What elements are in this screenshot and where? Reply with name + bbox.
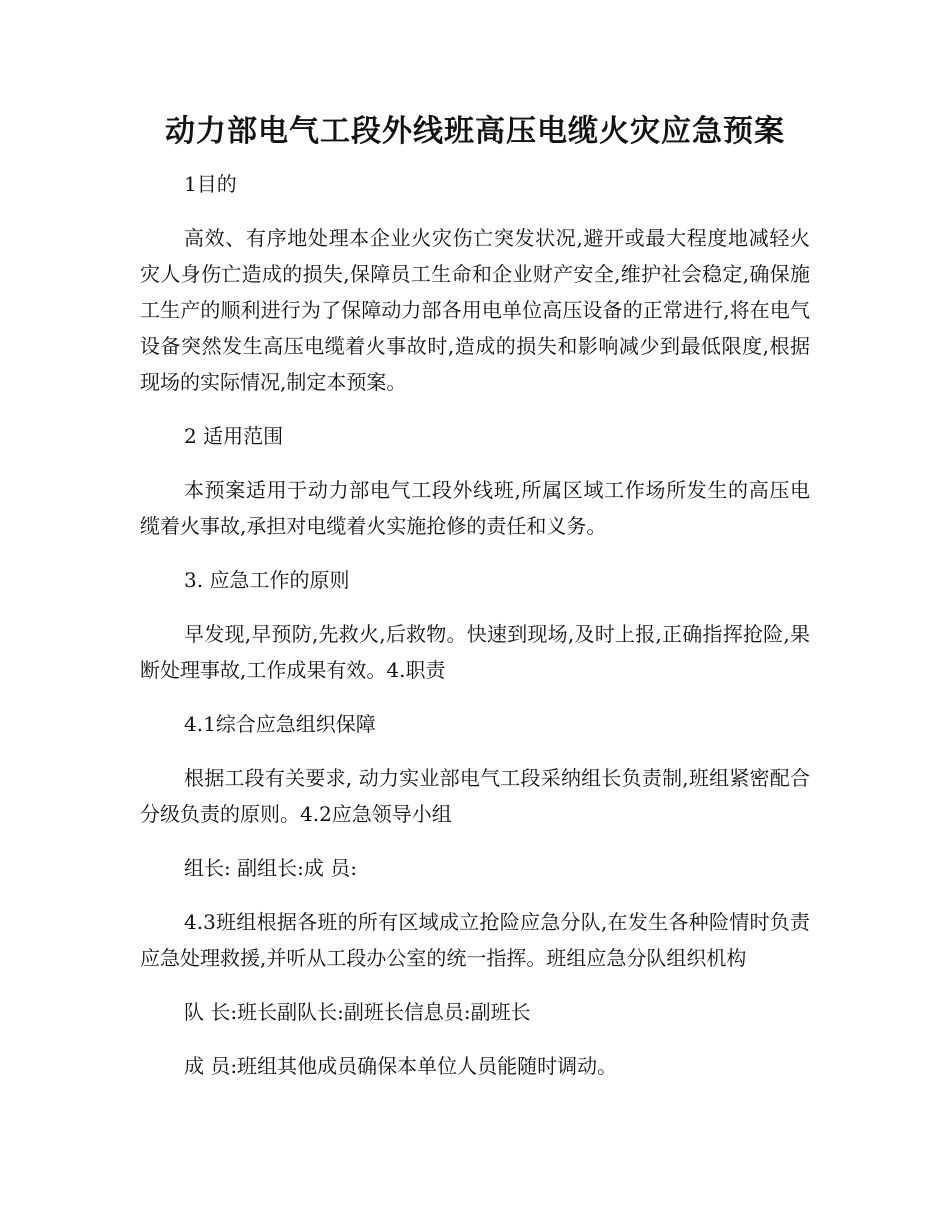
document-title: 动力部电气工段外线班高压电缆火灾应急预案 xyxy=(165,114,785,149)
paragraph-leadership-group: 组长: 副组长:成 员: xyxy=(184,856,357,880)
paragraph-purpose: 高效、有序地处理本企业火灾伤亡突发状况,避开或最大程度地减轻火灾人身伤亡造成的损失,保障员工生命和企业财产安全,维护社会稳定,确保施工生产的顺利进行为了保障动力部各用电单位高压设备的正常进行,将在电气设备突然发生高压电缆着火事故时,造成的损失和影响减少到最低限度,根据现场的实际情况,制定本预案。 xyxy=(140,226,810,394)
section-heading-scope: 2 适用范围 xyxy=(184,424,284,448)
paragraph-scope: 本预案适用于动力部电气工段外线班,所属区域工作场所发生的高压电缆着火事故,承担对电缆着火实施抢修的责任和义务。 xyxy=(140,478,810,538)
paragraph-organization: 根据工段有关要求, 动力实业部电气工段采纳组长负责制,班组紧密配合分级负责的原则。4.2应急领导小组 xyxy=(140,766,810,826)
section-heading-principles: 3. 应急工作的原则 xyxy=(184,568,350,592)
paragraph-principles: 早发现,早预防,先救火,后救物。快速到现场,及时上报,正确指挥抢险,果断处理事故,工作成果有效。4.职责 xyxy=(140,622,810,682)
section-heading-purpose: 1目的 xyxy=(184,172,237,196)
section-heading-organization: 4.1综合应急组织保障 xyxy=(184,712,376,736)
paragraph-team-members: 成 员:班组其他成员确保本单位人员能随时调动。 xyxy=(184,1054,618,1078)
paragraph-emergency-team: 4.3班组根据各班的所有区域成立抢险应急分队,在发生各种险情时负责应急处理救援,并听从工段办公室的统一指挥。班组应急分队组织机构 xyxy=(140,910,810,970)
paragraph-team-leaders: 队 长:班长副队长:副班长信息员:副班长 xyxy=(184,1000,531,1024)
